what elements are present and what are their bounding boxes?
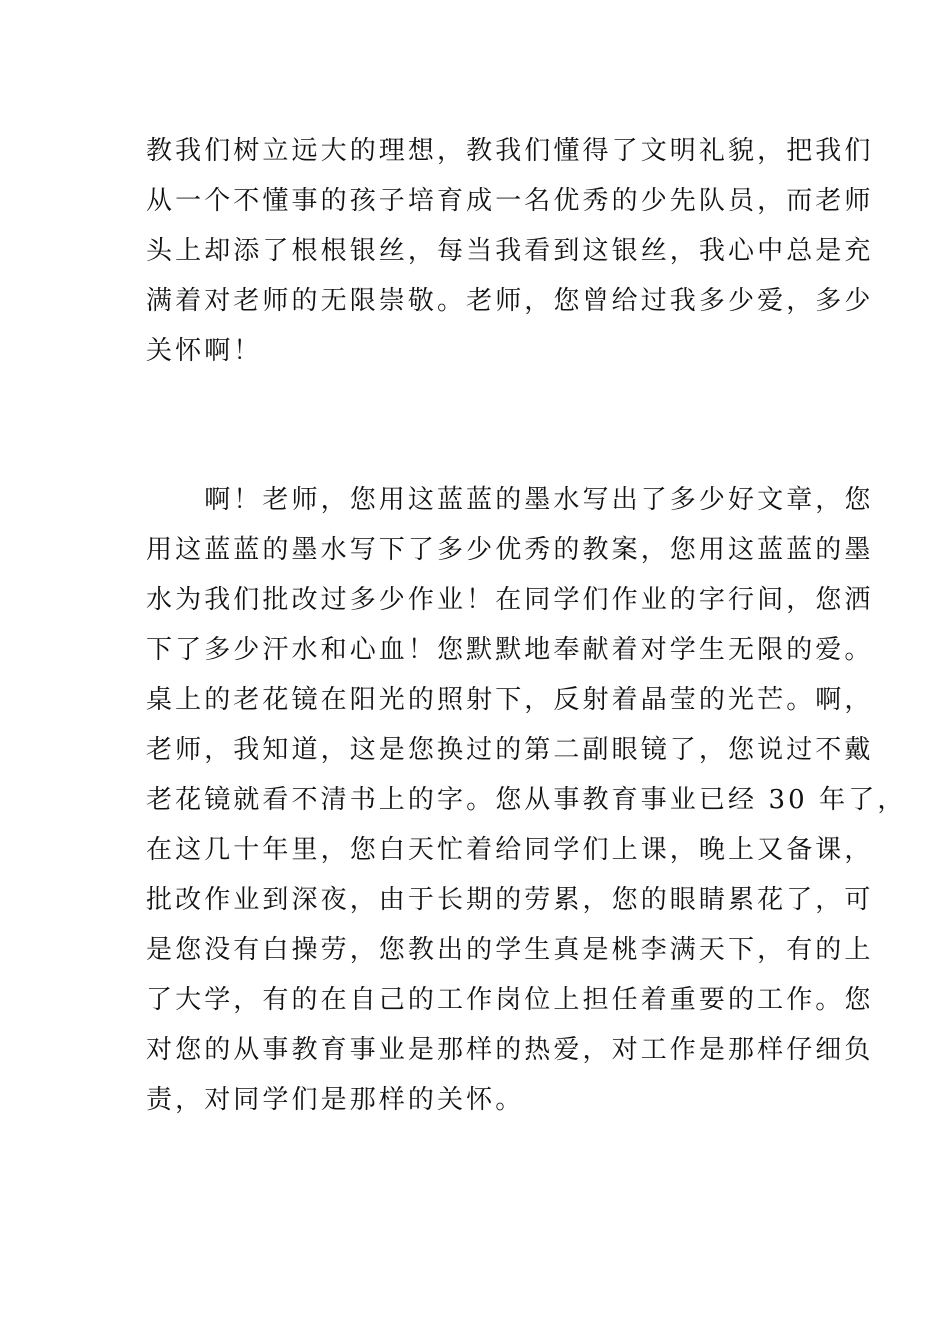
text-line: 对您的从事教育事业是那样的热爱，对工作是那样仔细负 [146,1035,874,1065]
text-line: 责，对同学们是那样的关怀。 [146,1085,525,1115]
text-line: 下了多少汗水和心血！您默默地奉献着对学生无限的爱。 [146,635,874,665]
text-line: 啊！老师，您用这蓝蓝的墨水写出了多少好文章，您 [146,485,874,515]
text-line: 在这几十年里，您白天忙着给同学们上课，晚上又备课， [146,835,874,865]
text-line: 用这蓝蓝的墨水写下了多少优秀的教案，您用这蓝蓝的墨 [146,535,874,565]
text-line: 水为我们批改过多少作业！在同学们作业的字行间，您洒 [146,585,874,615]
text-line: 是您没有白操劳，您教出的学生真是桃李满天下，有的上 [146,935,874,965]
text-line: 头上却添了根根银丝，每当我看到这银丝，我心中总是充 [146,236,874,266]
text-line: 桌上的老花镜在阳光的照射下，反射着晶莹的光芒。啊， [146,685,874,715]
text-line: 关怀啊！ [146,336,263,366]
text-line: 了大学，有的在自己的工作岗位上担任着重要的工作。您 [146,985,874,1015]
text-line: 教我们树立远大的理想，教我们懂得了文明礼貌，把我们 [146,136,874,166]
text-line: 从一个不懂事的孩子培育成一名优秀的少先队员，而老师 [146,186,874,216]
text-line: 批改作业到深夜，由于长期的劳累，您的眼睛累花了，可 [146,885,874,915]
text-line: 满着对老师的无限崇敬。老师，您曾给过我多少爱，多少 [146,286,874,316]
text-line: 老师，我知道，这是您换过的第二副眼镜了，您说过不戴 [146,735,874,765]
text-line: 老花镜就看不清书上的字。您从事教育事业已经 30 年了， [146,785,907,815]
